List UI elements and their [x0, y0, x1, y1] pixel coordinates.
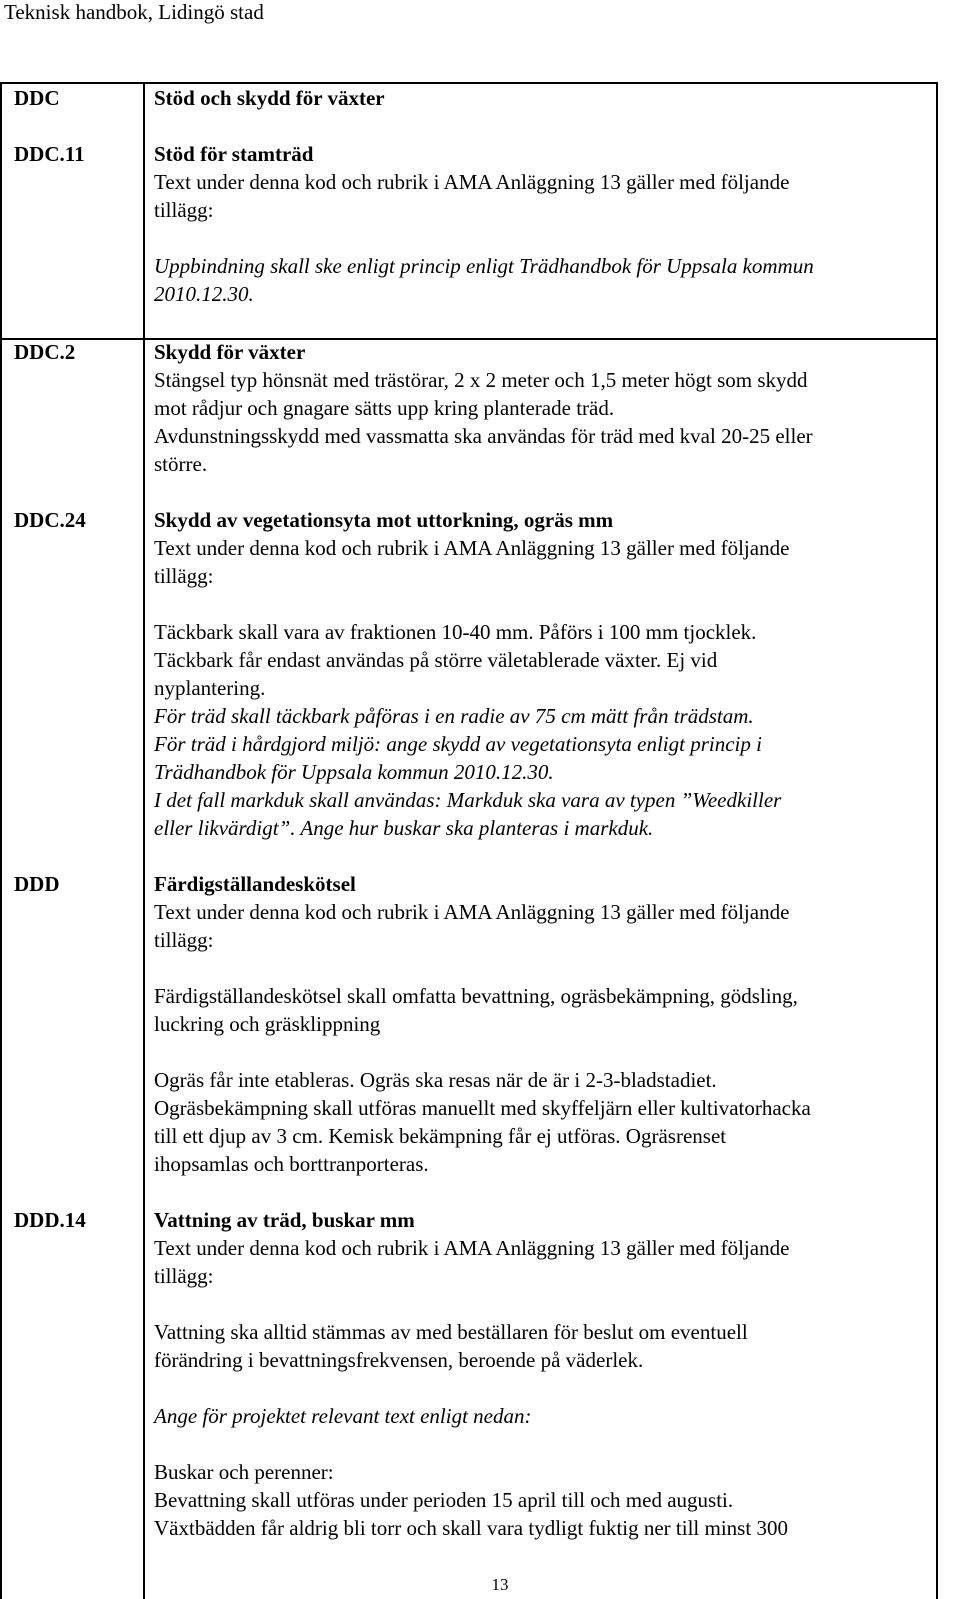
section-code: DDC.24 — [14, 508, 86, 532]
body-text-line: Vattning ska alltid stämmas av med beställaren för beslut om eventuell — [154, 1320, 748, 1344]
body-text-line: nyplantering. — [154, 676, 266, 700]
section-heading: Färdigställandeskötsel — [154, 872, 356, 896]
body-text-line: Bevattning skall utföras under perioden 15 april till och med augusti. — [154, 1488, 734, 1512]
body-text-line: Ogräs får inte etableras. Ogräs ska resas när de är i 2-3-bladstadiet. — [154, 1068, 717, 1092]
page-header: Teknisk handbok, Lidingö stad — [4, 0, 264, 24]
body-text-line: Buskar och perenner: — [154, 1460, 334, 1484]
section-heading: Skydd för växter — [154, 340, 306, 364]
body-text-line: ihopsamlas och borttranporteras. — [154, 1152, 429, 1176]
section-heading: Stöd och skydd för växter — [154, 86, 385, 110]
body-text-line: Text under denna kod och rubrik i AMA Anläggning 13 gäller med följande — [154, 1236, 790, 1260]
row-divider — [2, 338, 936, 340]
body-text-line: Ange för projektet relevant text enligt nedan: — [154, 1404, 532, 1428]
body-text-line: Färdigställandeskötsel skall omfatta bevattning, ogräsbekämpning, gödsling, — [154, 984, 798, 1008]
body-text-line: mot rådjur och gnagare sätts upp kring planterade träd. — [154, 396, 615, 420]
section-code: DDC.2 — [14, 340, 76, 364]
body-text-line: till ett djup av 3 cm. Kemisk bekämpning får ej utföras. Ogräsrenset — [154, 1124, 727, 1148]
body-text-line: För träd skall täckbark påföras i en radie av 75 cm mätt från trädstam. — [154, 704, 754, 728]
section-code: DDC — [14, 86, 60, 110]
section-heading: Stöd för stamträd — [154, 142, 314, 166]
body-text-line: För träd i hårdgjord miljö: ange skydd av vegetationsyta enligt princip i — [154, 732, 762, 756]
body-text-line: tillägg: — [154, 198, 214, 222]
body-text-line: Stängsel typ hönsnät med trästörar, 2 x 2 meter och 1,5 meter högt som skydd — [154, 368, 808, 392]
column-divider — [143, 84, 145, 1599]
body-text-line: förändring i bevattningsfrekvensen, beroende på väderlek. — [154, 1348, 644, 1372]
body-text-line: 2010.12.30. — [154, 282, 254, 306]
body-text-line: större. — [154, 452, 208, 476]
body-text-line: Avdunstningsskydd med vassmatta ska användas för träd med kval 20-25 eller — [154, 424, 813, 448]
body-text-line: tillägg: — [154, 564, 214, 588]
body-text-line: eller likvärdigt”. Ange hur buskar ska planteras i markduk. — [154, 816, 654, 840]
body-text-line: tillägg: — [154, 928, 214, 952]
page-number: 13 — [491, 1575, 509, 1594]
section-code: DDD.14 — [14, 1208, 86, 1232]
body-text-line: Ogräsbekämpning skall utföras manuellt med skyffeljärn eller kultivatorhacka — [154, 1096, 811, 1120]
body-text-line: Trädhandbok för Uppsala kommun 2010.12.30. — [154, 760, 554, 784]
body-text-line: Text under denna kod och rubrik i AMA Anläggning 13 gäller med följande — [154, 170, 790, 194]
body-text-line: Täckbark får endast användas på större väletablerade växter. Ej vid — [154, 648, 718, 672]
section-code: DDD — [14, 872, 60, 896]
body-text-line: Uppbindning skall ske enligt princip enligt Trädhandbok för Uppsala kommun — [154, 254, 814, 278]
section-heading: Skydd av vegetationsyta mot uttorkning, ogräs mm — [154, 508, 614, 532]
section-code: DDC.11 — [14, 142, 85, 166]
body-text-line: Växtbädden får aldrig bli torr och skall vara tydligt fuktig ner till minst 300 — [154, 1516, 788, 1540]
body-text-line: luckring och gräsklippning — [154, 1012, 381, 1036]
section-heading: Vattning av träd, buskar mm — [154, 1208, 415, 1232]
body-text-line: I det fall markduk skall användas: Markduk ska vara av typen ”Weedkiller — [154, 788, 782, 812]
body-text-line: Text under denna kod och rubrik i AMA Anläggning 13 gäller med följande — [154, 900, 790, 924]
body-text-line: tillägg: — [154, 1264, 214, 1288]
body-text-line: Text under denna kod och rubrik i AMA Anläggning 13 gäller med följande — [154, 536, 790, 560]
body-text-line: Täckbark skall vara av fraktionen 10-40 mm. Påförs i 100 mm tjocklek. — [154, 620, 757, 644]
